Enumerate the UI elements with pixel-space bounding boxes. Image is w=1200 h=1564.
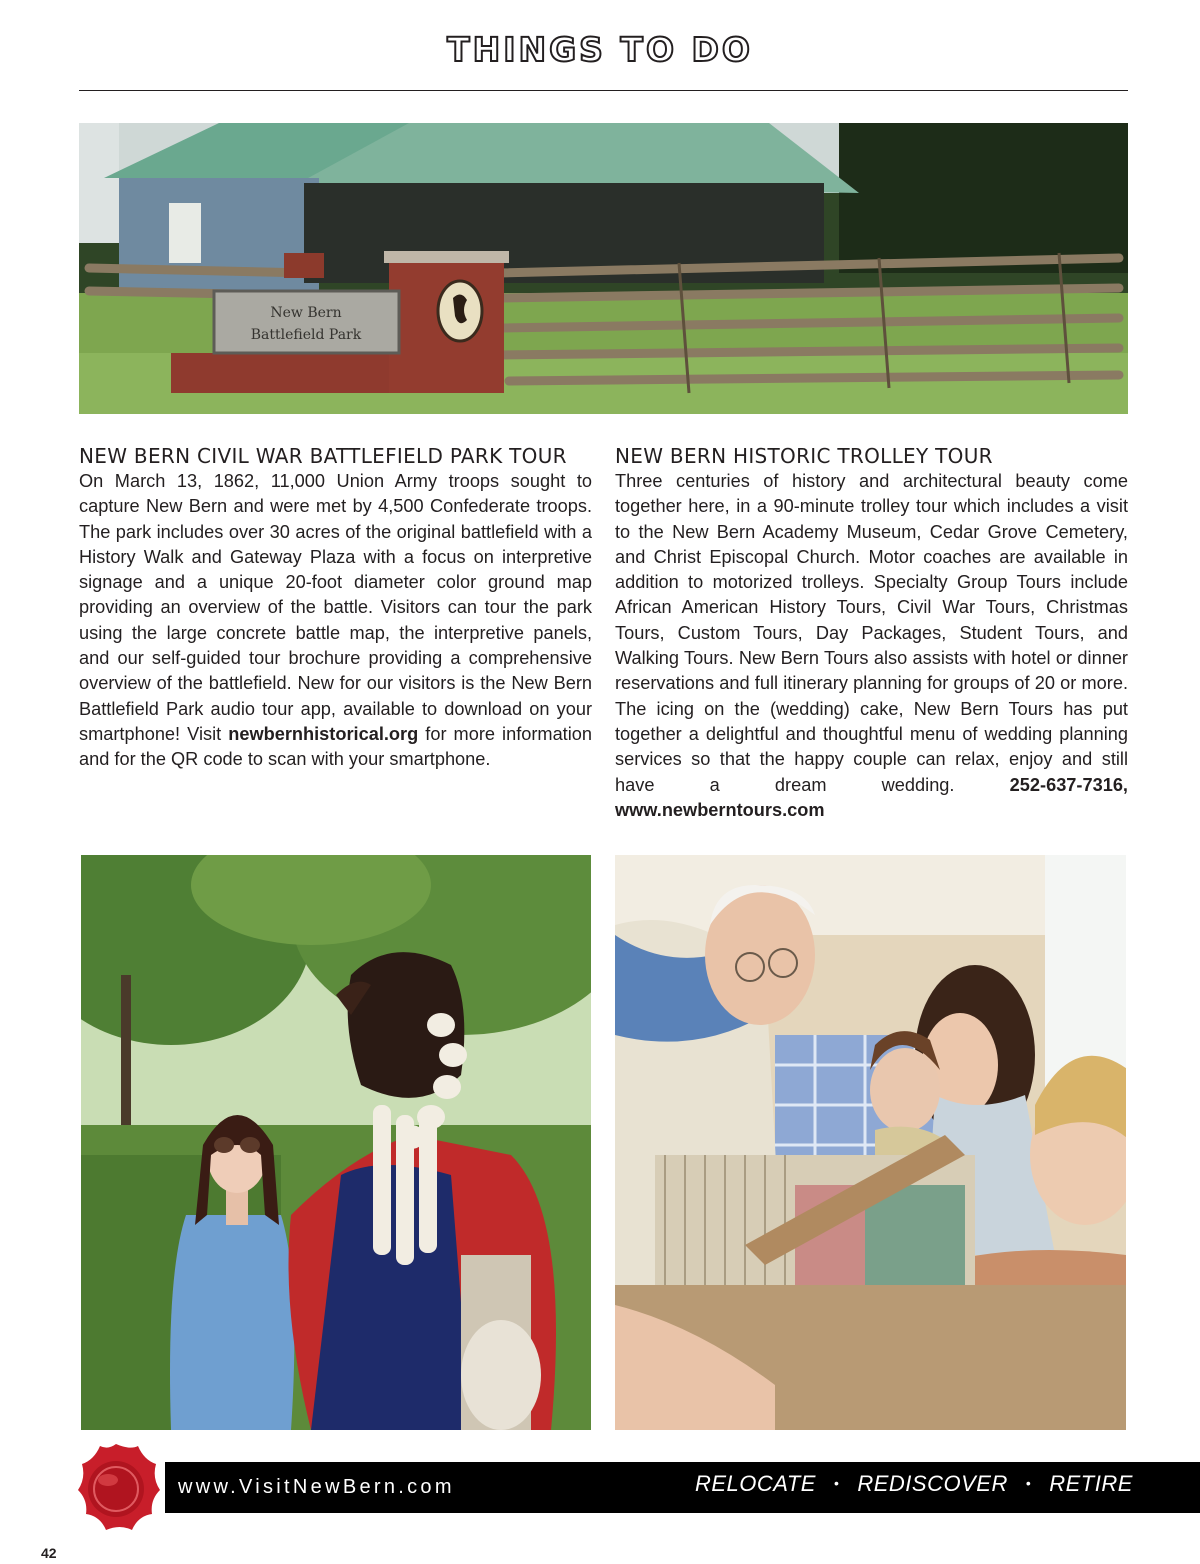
trolley-tour-text: Three centuries of history and architectural beauty come together here, in a 90-minute trolley tour which includes a visit to the New Bern Academy Museum, Cedar Grove Cemetery, and Christ Episcopal Church. Motor coaches are available in addition to motorized trolleys. Specialty Group Tours include African American History Tours, Civil War Tours, Christmas Tours, Custom Tours, Day Packages, Student Tours, and Walking Tours. New Bern Tours also assists with hotel or dinner reservations and full itinerary planning for groups of 20 or more. The icing on the (wedding) cake, New Bern Tours has put together a delightful and thoughtful menu of wedding planning services so that the happy couple can relax, enjoy and still have a dream wedding. xyxy=(615,471,1128,795)
tagline-separator: • xyxy=(833,1475,840,1491)
trolley-tour-article xyxy=(615,444,1128,823)
page-title: THINGS TO DO xyxy=(447,30,753,69)
trolley-tour-heading: NEW BERN HISTORIC TROLLEY TOUR xyxy=(615,444,993,468)
trolley-tour-contact[interactable]: 252-637-7316, www.newberntours.com xyxy=(615,774,1128,820)
tagline-retire: RETIRE xyxy=(1049,1471,1133,1496)
page-number: 42 xyxy=(41,1545,57,1561)
footer-website-url[interactable]: www.VisitNewBern.com xyxy=(178,1476,455,1498)
battlefield-tour-text: On March 13, 1862, 11,000 Union Army troops sought to capture New Bern and were met by 4,500 Confederate troops. The park includes over 30 acres of the original battlefield with a History Walk and Gateway Plaza with a focus on interpretive signage and a unique 20-foot diameter color ground map providing an overview of the battle. Visitors can tour the park using the large concrete battle map, the interpretive panels, and our self-guided tour brochure providing a comprehensive overview of the battlefield. New for our visitors is the New Bern Battlefield Park audio tour app, available to download on your smartphone! Visit xyxy=(79,471,592,744)
wax-seal-logo xyxy=(66,1440,166,1538)
tagline-relocate: RELOCATE xyxy=(695,1471,816,1496)
park-sign-text-line1: New Bern xyxy=(270,305,342,321)
tagline-rediscover: REDISCOVER xyxy=(857,1471,1008,1496)
weaving-demonstration-photo xyxy=(615,855,1126,1430)
battlefield-park-photo xyxy=(79,123,1128,414)
battlefield-tour-text-end: for more information and for the QR code to scan with your smartphone. xyxy=(79,723,593,770)
title-divider xyxy=(79,90,1128,91)
tagline-separator: • xyxy=(1025,1475,1032,1491)
newbernhistorical-link[interactable]: newbernhistorical.org xyxy=(228,723,419,744)
park-sign-text-line2: Battlefield Park xyxy=(250,327,362,343)
battlefield-tour-heading: NEW BERN CIVIL WAR BATTLEFIELD PARK TOUR xyxy=(79,444,567,468)
battlefield-tour-body xyxy=(79,469,592,773)
footer-tagline xyxy=(695,1471,1133,1497)
bear-statue-photo xyxy=(81,855,591,1430)
battlefield-tour-article xyxy=(79,444,592,773)
trolley-tour-body xyxy=(615,469,1128,823)
